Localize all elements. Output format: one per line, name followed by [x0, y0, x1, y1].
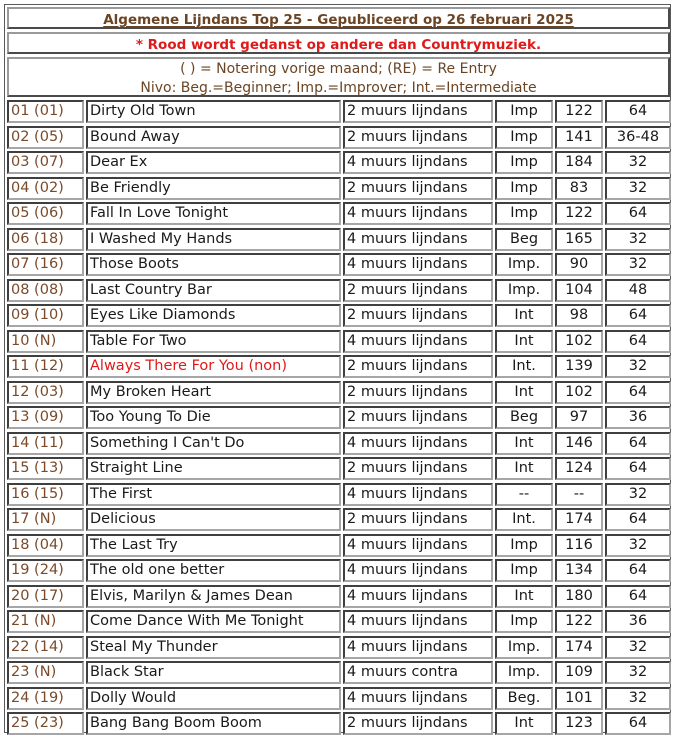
dance-name-cell: The Last Try	[86, 534, 341, 557]
bpm-cell: 90	[555, 253, 603, 276]
walls-cell: 4 muurs lijndans	[343, 202, 493, 225]
walls-cell: 4 muurs lijndans	[343, 228, 493, 251]
bpm-cell: 165	[555, 228, 603, 251]
walls-cell: 4 muurs lijndans	[343, 432, 493, 455]
table-row	[6, 405, 671, 431]
position-cell: 18 (04)	[7, 534, 84, 557]
ranking-list	[6, 99, 671, 737]
dance-name-cell: The old one better	[86, 559, 341, 582]
position-cell: 17 (N)	[7, 508, 84, 531]
table-row	[6, 303, 671, 329]
level-cell: Int	[495, 381, 553, 404]
position-cell: 07 (16)	[7, 253, 84, 276]
walls-cell: 2 muurs lijndans	[343, 381, 493, 404]
count-cell: 64	[605, 508, 671, 531]
count-cell: 64	[605, 100, 671, 123]
position-cell: 05 (06)	[7, 202, 84, 225]
level-cell: Int	[495, 585, 553, 608]
count-cell: 32	[605, 483, 671, 506]
level-cell: Int	[495, 432, 553, 455]
bpm-cell: 174	[555, 508, 603, 531]
table-row	[6, 125, 671, 151]
level-cell: Beg	[495, 228, 553, 251]
dance-name-cell: Dear Ex	[86, 151, 341, 174]
table-row	[6, 533, 671, 559]
level-cell: Beg	[495, 406, 553, 429]
table-row	[6, 201, 671, 227]
walls-cell: 2 muurs lijndans	[343, 304, 493, 327]
position-cell: 25 (23)	[7, 712, 84, 735]
walls-cell: 2 muurs lijndans	[343, 457, 493, 480]
bpm-cell: 134	[555, 559, 603, 582]
count-cell: 48	[605, 279, 671, 302]
level-cell: Imp	[495, 100, 553, 123]
walls-cell: 2 muurs lijndans	[343, 712, 493, 735]
dance-name-cell: Those Boots	[86, 253, 341, 276]
walls-cell: 4 muurs lijndans	[343, 151, 493, 174]
bpm-cell: 102	[555, 381, 603, 404]
table-row	[6, 329, 671, 355]
table-row	[6, 150, 671, 176]
table-row	[6, 99, 671, 125]
level-cell: Imp	[495, 610, 553, 633]
walls-cell: 2 muurs lijndans	[343, 177, 493, 200]
table-row	[6, 227, 671, 253]
dance-name-cell: Elvis, Marilyn & James Dean	[86, 585, 341, 608]
table-row	[6, 482, 671, 508]
table-row	[6, 660, 671, 686]
count-cell: 32	[605, 151, 671, 174]
count-cell: 32	[605, 355, 671, 378]
table-row	[6, 431, 671, 457]
dance-name-cell: Fall In Love Tonight	[86, 202, 341, 225]
level-cell: Imp	[495, 534, 553, 557]
dance-name-cell: Eyes Like Diamonds	[86, 304, 341, 327]
count-cell: 32	[605, 661, 671, 684]
dance-name-cell: Always There For You (non)	[86, 355, 341, 378]
position-cell: 21 (N)	[7, 610, 84, 633]
walls-cell: 4 muurs lijndans	[343, 559, 493, 582]
count-cell: 32	[605, 687, 671, 710]
count-cell: 64	[605, 330, 671, 353]
position-cell: 20 (17)	[7, 585, 84, 608]
level-cell: Imp	[495, 202, 553, 225]
legend-level: Nivo: Beg.=Beginner; Imp.=Improver; Int.=Intermediate	[140, 80, 537, 96]
legend-cell	[7, 57, 670, 97]
count-cell: 36-48	[605, 126, 671, 149]
level-cell: Int.	[495, 355, 553, 378]
page-title: Algemene Lijndans Top 25 - Gepubliceerd op 26 februari 2025	[103, 12, 574, 28]
count-cell: 32	[605, 177, 671, 200]
count-cell: 32	[605, 636, 671, 659]
count-cell: 32	[605, 534, 671, 557]
level-cell: Imp.	[495, 279, 553, 302]
bpm-cell: 101	[555, 687, 603, 710]
bpm-cell: 123	[555, 712, 603, 735]
count-cell: 64	[605, 381, 671, 404]
position-cell: 11 (12)	[7, 355, 84, 378]
walls-cell: 2 muurs lijndans	[343, 406, 493, 429]
bpm-cell: 146	[555, 432, 603, 455]
level-cell: Imp.	[495, 253, 553, 276]
count-cell: 64	[605, 712, 671, 735]
bpm-cell: 124	[555, 457, 603, 480]
level-cell: Beg.	[495, 687, 553, 710]
count-cell: 32	[605, 253, 671, 276]
bpm-cell: 139	[555, 355, 603, 378]
dance-name-cell: Be Friendly	[86, 177, 341, 200]
level-cell: Imp	[495, 151, 553, 174]
position-cell: 04 (02)	[7, 177, 84, 200]
table-row	[6, 686, 671, 712]
table-row	[6, 456, 671, 482]
count-cell: 36	[605, 610, 671, 633]
dance-name-cell: Last Country Bar	[86, 279, 341, 302]
position-cell: 14 (11)	[7, 432, 84, 455]
position-cell: 02 (05)	[7, 126, 84, 149]
bpm-cell: 102	[555, 330, 603, 353]
dance-name-cell: Black Star	[86, 661, 341, 684]
level-cell: Int	[495, 712, 553, 735]
position-cell: 03 (07)	[7, 151, 84, 174]
table-row	[6, 584, 671, 610]
bpm-cell: 109	[555, 661, 603, 684]
walls-cell: 2 muurs lijndans	[343, 279, 493, 302]
bpm-cell: 174	[555, 636, 603, 659]
count-cell: 36	[605, 406, 671, 429]
dance-name-cell: Delicious	[86, 508, 341, 531]
level-cell: Int	[495, 304, 553, 327]
table-row	[6, 380, 671, 406]
walls-cell: 4 muurs lijndans	[343, 483, 493, 506]
dance-name-cell: Straight Line	[86, 457, 341, 480]
bpm-cell: 122	[555, 100, 603, 123]
dance-name-cell: Too Young To Die	[86, 406, 341, 429]
table-row	[6, 507, 671, 533]
bpm-cell: 104	[555, 279, 603, 302]
walls-cell: 4 muurs lijndans	[343, 253, 493, 276]
red-note-cell	[7, 32, 670, 54]
dance-name-cell: Table For Two	[86, 330, 341, 353]
count-cell: 64	[605, 559, 671, 582]
title-cell	[7, 7, 670, 29]
bpm-cell: 98	[555, 304, 603, 327]
walls-cell: 4 muurs lijndans	[343, 687, 493, 710]
walls-cell: 4 muurs lijndans	[343, 610, 493, 633]
level-cell: Imp	[495, 559, 553, 582]
bpm-cell: 184	[555, 151, 603, 174]
table-row	[6, 176, 671, 202]
position-cell: 13 (09)	[7, 406, 84, 429]
level-cell: Imp.	[495, 661, 553, 684]
legend-notation: ( ) = Notering vorige maand; (RE) = Re Entry	[180, 61, 497, 77]
bpm-cell: 97	[555, 406, 603, 429]
position-cell: 06 (18)	[7, 228, 84, 251]
level-cell: Int	[495, 457, 553, 480]
position-cell: 24 (19)	[7, 687, 84, 710]
dance-name-cell: Come Dance With Me Tonight	[86, 610, 341, 633]
table-row	[6, 252, 671, 278]
table-row	[6, 609, 671, 635]
bpm-cell: 141	[555, 126, 603, 149]
dance-name-cell: Dirty Old Town	[86, 100, 341, 123]
position-cell: 01 (01)	[7, 100, 84, 123]
walls-cell: 2 muurs lijndans	[343, 355, 493, 378]
table-row	[6, 354, 671, 380]
position-cell: 16 (15)	[7, 483, 84, 506]
position-cell: 10 (N)	[7, 330, 84, 353]
bpm-cell: 116	[555, 534, 603, 557]
walls-cell: 4 muurs lijndans	[343, 330, 493, 353]
walls-cell: 4 muurs lijndans	[343, 585, 493, 608]
position-cell: 15 (13)	[7, 457, 84, 480]
dance-name-cell: Something I Can't Do	[86, 432, 341, 455]
level-cell: Imp	[495, 126, 553, 149]
position-cell: 09 (10)	[7, 304, 84, 327]
walls-cell: 4 muurs lijndans	[343, 636, 493, 659]
count-cell: 64	[605, 432, 671, 455]
count-cell: 64	[605, 457, 671, 480]
level-cell: Int.	[495, 508, 553, 531]
dance-name-cell: The First	[86, 483, 341, 506]
bpm-cell: 180	[555, 585, 603, 608]
bpm-cell: 122	[555, 202, 603, 225]
bpm-cell: 83	[555, 177, 603, 200]
dance-name-cell: My Broken Heart	[86, 381, 341, 404]
walls-cell: 2 muurs lijndans	[343, 508, 493, 531]
dance-name-cell: Steal My Thunder	[86, 636, 341, 659]
table-row	[6, 558, 671, 584]
position-cell: 19 (24)	[7, 559, 84, 582]
table-row	[6, 711, 671, 737]
walls-cell: 4 muurs contra	[343, 661, 493, 684]
red-note: * Rood wordt gedanst op andere dan Countrymuziek.	[135, 37, 542, 53]
level-cell: Imp.	[495, 636, 553, 659]
dance-name-cell: Dolly Would	[86, 687, 341, 710]
level-cell: Int	[495, 330, 553, 353]
level-cell: Imp	[495, 177, 553, 200]
position-cell: 23 (N)	[7, 661, 84, 684]
count-cell: 32	[605, 228, 671, 251]
level-cell: --	[495, 483, 553, 506]
count-cell: 64	[605, 304, 671, 327]
bpm-cell: --	[555, 483, 603, 506]
dance-name-cell: Bound Away	[86, 126, 341, 149]
walls-cell: 2 muurs lijndans	[343, 100, 493, 123]
walls-cell: 4 muurs lijndans	[343, 534, 493, 557]
dance-name-cell: I Washed My Hands	[86, 228, 341, 251]
count-cell: 64	[605, 585, 671, 608]
count-cell: 64	[605, 202, 671, 225]
table-row	[6, 635, 671, 661]
table-row	[6, 278, 671, 304]
position-cell: 08 (08)	[7, 279, 84, 302]
position-cell: 12 (03)	[7, 381, 84, 404]
dance-name-cell: Bang Bang Boom Boom	[86, 712, 341, 735]
chart-table	[4, 4, 671, 733]
walls-cell: 2 muurs lijndans	[343, 126, 493, 149]
position-cell: 22 (14)	[7, 636, 84, 659]
bpm-cell: 122	[555, 610, 603, 633]
